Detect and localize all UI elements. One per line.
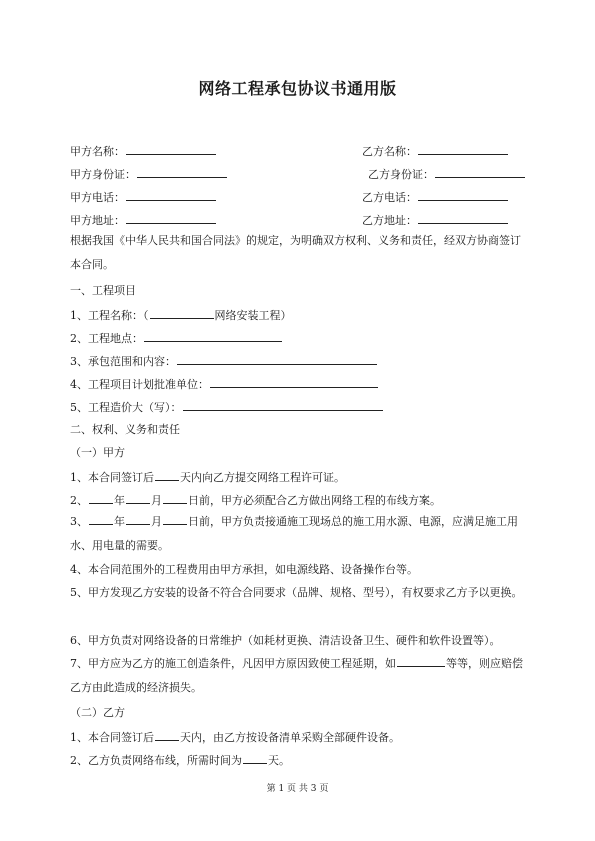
project-location-blank (144, 330, 282, 342)
item2-text: 2、工程地点： (70, 332, 143, 345)
a3-year-label: 年 (114, 515, 125, 528)
party-a-name-label: 甲方名称： (70, 145, 125, 158)
party-a-id-blank (137, 166, 227, 178)
a3-text-d: 日前，甲方负责接通施工现场总的施工用水源、电源，应满足施工用水、用电量的需要。 (70, 515, 518, 552)
party-a-item3 (70, 510, 528, 558)
party-b-address-label: 乙方地址： (362, 214, 417, 227)
b2-text-a: 2、乙方负责网络布线，所需时间为 (70, 754, 242, 767)
section1-item5 (70, 399, 384, 415)
a3-month-label: 月 (151, 515, 162, 528)
party-b-phone-blank (418, 189, 508, 201)
party-b-item2 (70, 752, 290, 768)
party-b-phone-label: 乙方电话： (362, 191, 417, 204)
party-b-id-label: 乙方身份证： (368, 168, 434, 181)
b1-text-b: 天内，由乙方按设备清单采购全部硬件设备。 (180, 731, 400, 744)
item1-text-a: 1、工程名称：（ (70, 309, 149, 322)
a2-day-blank (163, 492, 187, 504)
b1-text-a: 1、本合同签订后 (70, 731, 154, 744)
a2-year-blank (89, 492, 113, 504)
party-b-address-blank (418, 212, 508, 224)
party-a-item4: 4、本合同范围外的工程费用由甲方承担，如电源线路、设备操作台等。 (70, 563, 418, 576)
party-a-item6: 6、甲方负责对网络设备的日常维护（如耗材更换、清洁设备卫生、硬件和软件设置等）。 (70, 634, 501, 647)
section1-item3 (70, 353, 378, 369)
party-row-phone (70, 189, 417, 205)
party-b-name-blank (418, 143, 508, 155)
a1-days-blank (155, 469, 179, 481)
a2-year-label: 年 (114, 494, 125, 507)
document-title: 网络工程承包协议书通用版 (198, 79, 397, 98)
a2-month-label: 月 (151, 494, 162, 507)
a2-text-a: 2、 (70, 494, 88, 507)
party-a-item2 (70, 492, 441, 508)
section1-item4 (70, 376, 379, 392)
a7-reason-blank (397, 655, 445, 667)
item3-text: 3、承包范围和内容： (70, 355, 176, 368)
party-b-id-blank (435, 166, 525, 178)
section1-heading: 一、工程项目 (70, 284, 136, 297)
approval-unit-blank (210, 376, 378, 388)
party-a-phone-label: 甲方电话： (70, 191, 125, 204)
item5-text: 5、工程造价大（写）： (70, 401, 182, 414)
a7-text-a: 7、甲方应为乙方的施工创造条件，凡因甲方原因致使工程延期，如 (70, 657, 396, 670)
party-b-heading: （二）乙方 (70, 706, 125, 719)
party-a-address-blank (126, 212, 216, 224)
preamble-paragraph: 根据我国《中华人民共和国合同法》的规定，为明确双方权利、义务和责任，经双方协商签订本合同。 (70, 234, 521, 271)
party-row-name (70, 143, 417, 159)
party-row-address (70, 212, 417, 228)
b2-text-b: 天。 (268, 754, 290, 767)
a1-text-a: 1、本合同签订后 (70, 471, 154, 484)
a3-day-blank (163, 513, 187, 525)
party-a-name-blank (126, 143, 216, 155)
item1-text-b: 网络安装工程） (214, 309, 292, 322)
b1-days-blank (155, 729, 179, 741)
party-a-id-label: 甲方身份证： (70, 168, 136, 181)
item4-text: 4、工程项目计划批准单位： (70, 378, 209, 391)
a3-text-a: 3、 (70, 515, 88, 528)
party-b-name-label: 乙方名称： (362, 145, 417, 158)
a2-text-d: 日前，甲方必须配合乙方做出网络工程的布线方案。 (188, 494, 441, 507)
a3-year-blank (89, 513, 113, 525)
a1-text-b: 天内向乙方提交网络工程许可证。 (180, 471, 345, 484)
page-footer: 第 1 页 共 3 页 (266, 784, 329, 794)
a3-month-blank (126, 513, 150, 525)
party-a-phone-blank (126, 189, 216, 201)
scope-blank (177, 353, 377, 365)
party-row-id (70, 166, 434, 182)
project-name-blank (150, 307, 214, 319)
b2-days-blank (243, 752, 267, 764)
party-a-heading: （一）甲方 (70, 446, 125, 459)
section1-item2 (70, 330, 283, 346)
a2-month-blank (126, 492, 150, 504)
party-a-item5: 5、甲方发现乙方安装的设备不符合合同要求（品牌、规格、型号），有权要求乙方予以更换。 (70, 586, 523, 599)
party-b-item1 (70, 729, 400, 745)
project-cost-blank (183, 399, 383, 411)
a7-text-b: 等等，则应赔偿乙方由此造成的经济损失。 (70, 657, 523, 694)
party-a-item1 (70, 469, 345, 485)
party-a-address-label: 甲方地址： (70, 214, 125, 227)
party-a-item7 (70, 652, 528, 700)
section1-item1 (70, 307, 292, 323)
section2-heading: 二、权利、义务和责任 (70, 423, 180, 436)
